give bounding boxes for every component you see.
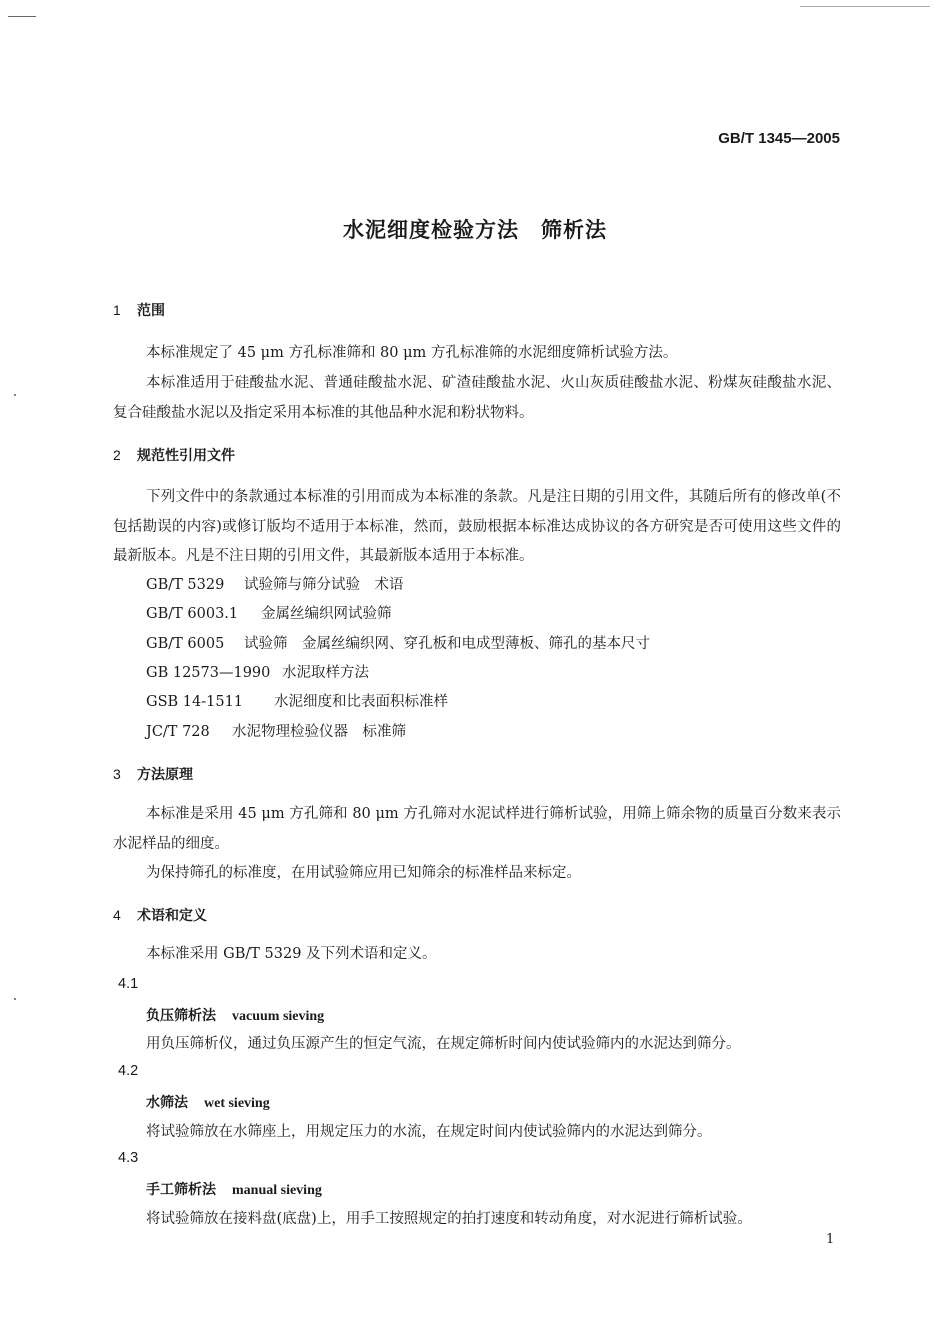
scan-artifact-dot bbox=[14, 394, 16, 396]
reference-code: JC/T 728 bbox=[146, 724, 210, 740]
reference-code: GB/T 6003.1 bbox=[146, 606, 239, 622]
term-definition: 将试验筛放在接料盘(底盘)上，用手工按照规定的拍打速度和转动角度，对水泥进行筛析试验。 bbox=[146, 1211, 752, 1227]
paragraph: 本标准是采用 45 μm 方孔筛和 80 μm 方孔筛对水泥试样进行筛析试验，用筛上筛余物的质量百分数来表示水泥样品的细度。 bbox=[113, 806, 841, 852]
section-number: 1 bbox=[113, 302, 121, 318]
section-title: 规范性引用文件 bbox=[137, 448, 235, 464]
reference-item bbox=[146, 573, 404, 594]
term-en: vacuum sieving bbox=[232, 1009, 325, 1024]
reference-item bbox=[146, 720, 406, 741]
paragraph: 本标准采用 GB/T 5329 及下列术语和定义。 bbox=[146, 946, 437, 962]
section-heading bbox=[113, 764, 193, 784]
document-title: 水泥细度检验方法 筛析法 bbox=[343, 218, 607, 242]
paragraph: 为保持筛孔的标准度，在用试验筛应用已知筛余的标准样品来标定。 bbox=[146, 865, 581, 881]
scan-artifact-line bbox=[800, 6, 930, 7]
reference-code: GB 12573—1990 bbox=[146, 665, 271, 681]
term-zh: 负压筛析法 bbox=[146, 1008, 216, 1024]
term-en: manual sieving bbox=[232, 1183, 322, 1198]
section-heading bbox=[113, 445, 235, 465]
section-title: 术语和定义 bbox=[137, 908, 207, 924]
reference-item bbox=[146, 690, 448, 711]
reference-item bbox=[146, 661, 369, 682]
standard-code: GB/T 1345—2005 bbox=[718, 130, 840, 147]
reference-name: 试验筛与筛分试验 术语 bbox=[244, 577, 404, 593]
reference-code: GB/T 6005 bbox=[146, 636, 225, 652]
section-number: 4 bbox=[113, 907, 121, 923]
term-zh: 手工筛析法 bbox=[146, 1182, 216, 1198]
section-heading bbox=[113, 300, 165, 320]
term-en: wet sieving bbox=[204, 1096, 270, 1111]
section-number: 2 bbox=[113, 447, 121, 463]
section-number: 3 bbox=[113, 766, 121, 782]
section-heading bbox=[113, 905, 207, 925]
reference-name: 试验筛 金属丝编织网、穿孔板和电成型薄板、筛孔的基本尺寸 bbox=[244, 636, 650, 652]
term-definition: 用负压筛析仪，通过负压源产生的恒定气流，在规定筛析时间内使试验筛内的水泥达到筛分。 bbox=[146, 1036, 741, 1052]
paragraph: 本标准适用于硅酸盐水泥、普通硅酸盐水泥、矿渣硅酸盐水泥、火山灰质硅酸盐水泥、粉煤灰硅酸盐水泥、复合硅酸盐水泥以及指定采用本标准的其他品种水泥和粉状物料。 bbox=[113, 375, 841, 421]
reference-name: 金属丝编织网试验筛 bbox=[261, 606, 392, 622]
clause-number: 4.3 bbox=[118, 1150, 139, 1166]
clause-number: 4.1 bbox=[118, 976, 139, 992]
section-title: 方法原理 bbox=[137, 767, 193, 783]
scan-artifact-dot bbox=[14, 998, 16, 1000]
reference-item bbox=[146, 602, 392, 623]
reference-code: GSB 14-1511 bbox=[146, 694, 244, 710]
term-zh: 水筛法 bbox=[146, 1095, 188, 1111]
reference-code: GB/T 5329 bbox=[146, 577, 225, 593]
term bbox=[146, 1005, 324, 1025]
scan-artifact-line bbox=[8, 16, 36, 17]
term bbox=[146, 1179, 322, 1199]
page-number: 1 bbox=[826, 1232, 835, 1247]
term-definition: 将试验筛放在水筛座上，用规定压力的水流，在规定时间内使试验筛内的水泥达到筛分。 bbox=[146, 1124, 712, 1140]
paragraph: 下列文件中的条款通过本标准的引用而成为本标准的条款。凡是注日期的引用文件，其随后所有的修改单(不包括勘误的内容)或修订版均不适用于本标准，然而，鼓励根据本标准达成协议的各方研究是否可使用这些文件的最新版本。凡是不注日期的引用文件，其最新版本适用于本标准。 bbox=[113, 489, 841, 564]
clause-number: 4.2 bbox=[118, 1063, 139, 1079]
paragraph: 本标准规定了 45 μm 方孔标准筛和 80 μm 方孔标准筛的水泥细度筛析试验方法。 bbox=[146, 345, 678, 361]
reference-name: 水泥细度和比表面积标准样 bbox=[274, 694, 448, 710]
reference-name: 水泥物理检验仪器 标准筛 bbox=[232, 724, 406, 740]
term bbox=[146, 1092, 270, 1112]
reference-name: 水泥取样方法 bbox=[282, 665, 369, 681]
reference-item bbox=[146, 632, 650, 653]
section-title: 范围 bbox=[137, 303, 165, 319]
